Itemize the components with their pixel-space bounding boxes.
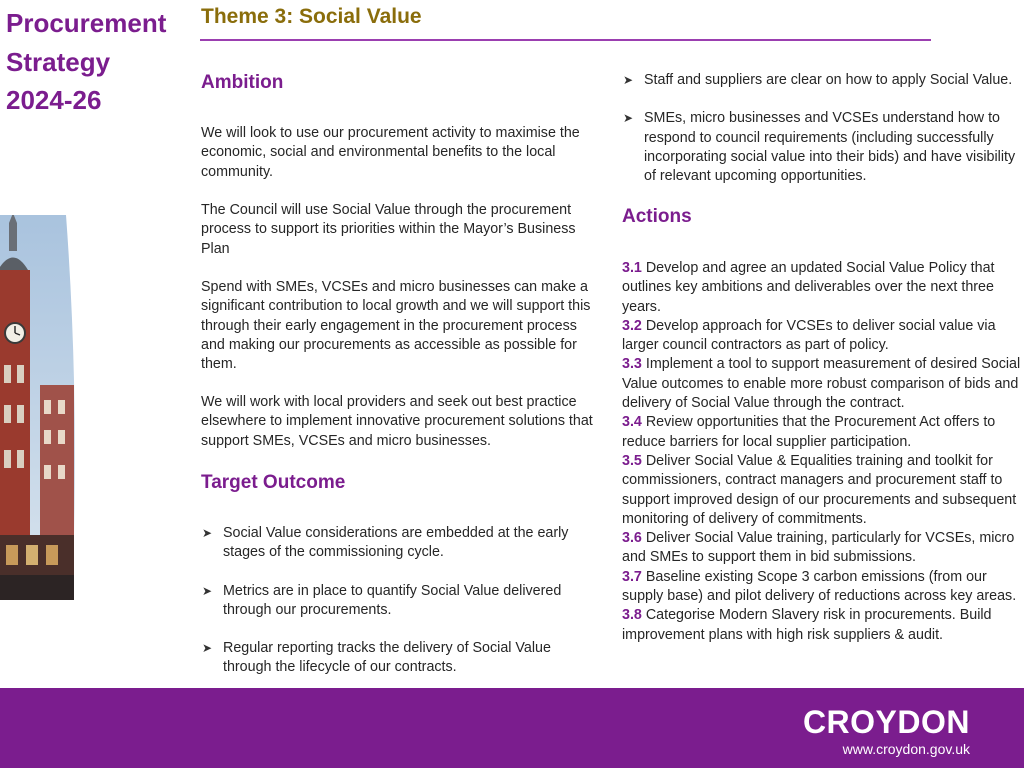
target-outcome-item bbox=[201, 639, 593, 678]
action-number: 3.2 bbox=[622, 317, 642, 334]
target-outcome-list bbox=[201, 524, 593, 678]
action-item bbox=[622, 413, 1022, 452]
title-line-2: Strategy bbox=[6, 46, 111, 77]
action-text: Baseline existing Scope 3 carbon emissions (from our supply base) and pilot delivery of reductions across key areas. bbox=[622, 568, 1017, 605]
target-outcome-item bbox=[201, 524, 593, 563]
target-outcome-item bbox=[201, 582, 593, 621]
footer-bar bbox=[0, 688, 1024, 768]
clock-tower-photo bbox=[0, 215, 84, 600]
action-text: Implement a tool to support measurement of desired Social Value outcomes to enable more robust comparison of bids and delivery of Social Value through the contract. bbox=[622, 356, 1021, 412]
ambition-paragraph-2: The Council will use Social Value through the procurement process to support its priorities within the Mayor’s Business Plan bbox=[201, 202, 576, 257]
action-number: 3.5 bbox=[622, 452, 642, 469]
action-item bbox=[622, 317, 1022, 356]
action-text: Deliver Social Value training, particularly for VCSEs, micro and SMEs to support them in bid submissions. bbox=[622, 530, 1015, 566]
action-item bbox=[622, 355, 1022, 413]
target-outcome-text: Social Value considerations are embedded at the early stages of the commissioning cycle. bbox=[223, 525, 569, 561]
action-number: 3.7 bbox=[622, 568, 642, 585]
action-item bbox=[622, 529, 1022, 568]
arrow-bullet-icon: ➤ bbox=[623, 111, 634, 126]
arrow-bullet-icon: ➤ bbox=[623, 73, 634, 87]
target-outcome-heading: Target Outcome bbox=[201, 472, 346, 493]
ambition-paragraph-4: We will work with local providers and seek out best practice elsewhere to implement innovative procurement solutions that support SMEs, VCSEs and micro businesses. bbox=[201, 394, 593, 449]
action-number: 3.1 bbox=[622, 260, 642, 276]
outcome-continued-item bbox=[622, 109, 1020, 186]
action-number: 3.8 bbox=[622, 607, 642, 624]
outcome-continued-list bbox=[622, 71, 1020, 186]
action-item bbox=[622, 606, 1022, 645]
theme-title: Theme 3: Social Value bbox=[201, 5, 422, 28]
document-title bbox=[6, 4, 166, 120]
title-line-3: 2024-26 bbox=[6, 85, 102, 115]
croydon-logo: CROYDON bbox=[802, 704, 970, 740]
arrow-bullet-icon: ➤ bbox=[202, 641, 213, 656]
ambition-heading: Ambition bbox=[201, 72, 284, 93]
arrow-bullet-icon: ➤ bbox=[202, 583, 213, 598]
arrow-bullet-icon: ➤ bbox=[202, 526, 213, 540]
title-line-1: Procurement bbox=[6, 8, 167, 38]
action-text: Deliver Social Value & Equalities training and toolkit for commissioners, contract managers and procurement staff to support improved design of our procurements and subsequent monitoring of delivery of commitments. bbox=[622, 452, 1017, 527]
footer-website: www.croydon.gov.uk bbox=[842, 741, 970, 757]
title-divider bbox=[200, 39, 931, 41]
action-item bbox=[622, 259, 1022, 317]
action-text: Develop and agree an updated Social Value Policy that outlines key ambitions and deliverables over the next three years. bbox=[622, 260, 995, 315]
ambition-paragraph-3: Spend with SMEs, VCSEs and micro businesses can make a significant contribution to local growth and we will support this through their early engagement in the procurement process and making our procurements as accessible as possible for them. bbox=[201, 279, 591, 373]
action-text: Develop approach for VCSEs to deliver social value via larger council contractors as part of policy. bbox=[622, 317, 996, 354]
action-number: 3.3 bbox=[622, 356, 642, 373]
action-number: 3.6 bbox=[622, 530, 642, 547]
outcome-continued-text: Staff and suppliers are clear on how to apply Social Value. bbox=[644, 72, 1013, 88]
outcome-continued-item bbox=[622, 71, 1020, 90]
action-text: Review opportunities that the Procurement Act offers to reduce barriers for local supplier participation. bbox=[622, 414, 996, 450]
action-number: 3.4 bbox=[622, 414, 642, 431]
actions-heading: Actions bbox=[622, 206, 692, 227]
ambition-paragraph-1: We will look to use our procurement activity to maximise the economic, social and environmental benefits to the local community. bbox=[201, 125, 580, 180]
target-outcome-text: Regular reporting tracks the delivery of Social Value through the lifecycle of our contracts. bbox=[223, 640, 551, 676]
action-text: Categorise Modern Slavery risk in procurements. Build improvement plans with high risk suppliers & audit. bbox=[622, 607, 992, 643]
action-item bbox=[622, 452, 1022, 529]
outcome-continued-text: SMEs, micro businesses and VCSEs understand how to respond to council requirements (including successfully incorporating social value into their bids) and have visibility of relevant upcoming opportunities. bbox=[644, 110, 1016, 185]
target-outcome-text: Metrics are in place to quantify Social Value delivered through our procurements. bbox=[223, 582, 562, 618]
action-item bbox=[622, 568, 1022, 607]
actions-list bbox=[622, 259, 1022, 645]
